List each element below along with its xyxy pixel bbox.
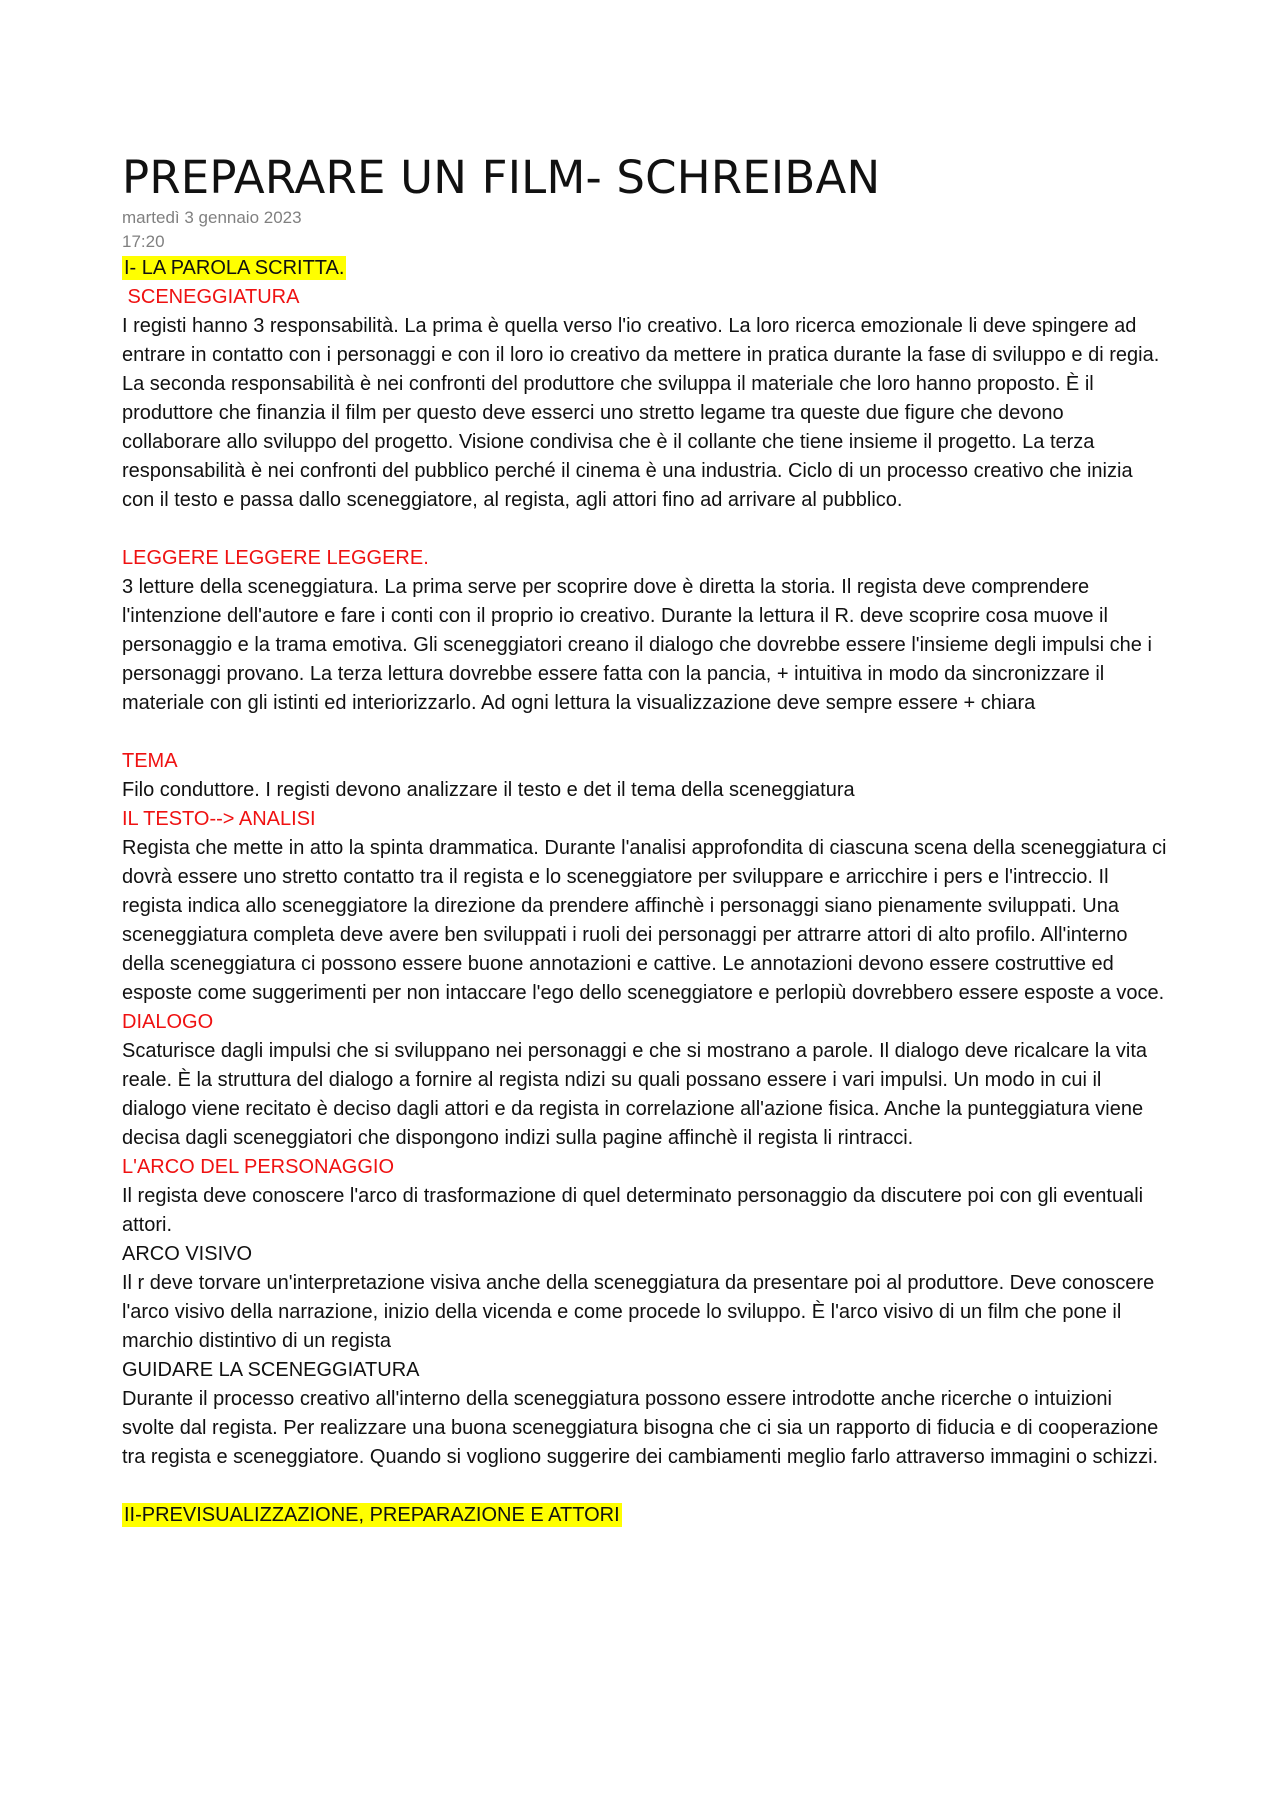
character-arc-paragraph: Il regista deve conoscere l'arco di trasformazione di quel determinato personaggio da discutere poi con gli eventuali attori.: [122, 1185, 1144, 1236]
note-content: [122, 150, 1167, 1530]
screenplay-heading: SCENEGGIATURA: [122, 286, 300, 308]
visual-arc-paragraph: Il r deve torvare un'interpretazione visiva anche della sceneggiatura da presentare poi al produttore. Deve conoscere l'arco visivo della narrazione, inizio della vicenda e come procede lo sviluppo. È l'arco visivo di un film che pone il marchio distintivo di un regista: [122, 1272, 1155, 1352]
theme-paragraph: Filo conduttore. I registi devono analizzare il testo e det il tema della sceneggiatura: [122, 779, 855, 801]
dialogue-heading: DIALOGO: [122, 1011, 214, 1033]
part-1-heading-line: [122, 254, 1167, 283]
note-body: [122, 254, 1167, 1530]
analysis-heading: IL TESTO--> ANALISI: [122, 808, 316, 830]
read-paragraph: 3 letture della sceneggiatura. La prima serve per scoprire dove è diretta la storia. Il regista deve comprendere l'intenzione dell'autore e fare i conti con il proprio io creativo. Durante la lettura il R. deve scoprire cosa muove il personaggio e la trama emotiva. Gli sceneggiatori creano il dialogo che dovrebbe essere l'insieme degli impulsi che i personaggi provano. La terza lettura dovrebbe essere fatta con la pancia, + intuitiva in modo da sincronizzare il materiale con gli istinti ed interiorizzarlo. Ad ogni lettura la visualizzazione deve sempre essere + chiara: [122, 576, 1152, 714]
screenplay-paragraph: I registi hanno 3 responsabilità. La prima è quella verso l'io creativo. La loro ricerca emozionale li deve spingere ad entrare in contatto con i personaggi e con il loro io creativo da mettere in pratica durante la fase di sviluppo e di regia. La seconda responsabilità è nei confronti del produttore che sviluppa il materiale che loro hanno proposto. È il produttore che finanzia il film per questo deve esserci uno stretto legame tra queste due figure che devono collaborare allo sviluppo del progetto. Visione condivisa che è il collante che tiene insieme il progetto. La terza responsabilità è nei confronti del pubblico perché il cinema è una industria. Ciclo di un processo creativo che inizia con il testo e passa dallo sceneggiatore, al regista, agli attori fino ad arrivare al pubblico.: [122, 315, 1160, 511]
guide-heading: GUIDARE LA SCENEGGIATURA: [122, 1359, 420, 1381]
read-heading: LEGGERE LEGGERE LEGGERE.: [122, 547, 429, 569]
part-2-heading: II-PREVISUALIZZAZIONE, PREPARAZIONE E ATTORI: [124, 1504, 620, 1526]
analysis-paragraph: Regista che mette in atto la spinta drammatica. Durante l'analisi approfondita di ciascuna scena della sceneggiatura ci dovrà essere uno stretto contatto tra il regista e lo sceneggiatore per sviluppare e arricchire i pers e l'intreccio. Il regista indica allo sceneggiatore la direzione da prendere affinchè i personaggi siano pienamente sviluppati. Una sceneggiatura completa deve avere ben sviluppati i ruoli dei personaggi per attrarre attori di alto profilo. All'interno della sceneggiatura ci possono essere buone annotazioni e cattive. Le annotazioni devono essere costruttive ed esposte come suggerimenti per non intaccare l'ego dello sceneggiatore e perlopiù dovrebbero essere esposte a voce.: [122, 837, 1167, 1004]
part-1-heading: I- LA PAROLA SCRITTA.: [124, 257, 345, 279]
note-time: 17:20: [122, 232, 165, 251]
visual-arc-heading: ARCO VISIVO: [122, 1243, 253, 1265]
page-title: PREPARARE UN FILM- SCHREIBAN: [122, 151, 881, 204]
part-2-heading-line: [122, 1501, 1167, 1530]
theme-heading: TEMA: [122, 750, 178, 772]
spacer: [122, 515, 1167, 544]
dialogue-paragraph: Scaturisce dagli impulsi che si sviluppano nei personaggi e che si mostrano a parole. Il dialogo deve ricalcare la vita reale. È la struttura del dialogo a fornire al regista ndizi su quali possano essere i vari impulsi. Un modo in cui il dialogo viene recitato è deciso dagli attori e da regista in correlazione all'azione fisica. Anche la punteggiatura viene decisa dagli sceneggiatori che dispongono indizi sulla pagine affinchè il regista li rintracci.: [122, 1040, 1147, 1149]
note-date: martedì 3 gennaio 2023: [122, 208, 302, 227]
guide-paragraph: Durante il processo creativo all'interno della sceneggiatura possono essere introdotte anche ricerche o intuizioni svolte dal regista. Per realizzare una buona sceneggiatura bisogna che ci sia un rapporto di fiducia e di cooperazione tra regista e sceneggiatore. Quando si vogliono suggerire dei cambiamenti meglio farlo attraverso immagini o schizzi.: [122, 1388, 1159, 1468]
spacer: [122, 1472, 1167, 1501]
character-arc-heading: L'ARCO DEL PERSONAGGIO: [122, 1156, 395, 1178]
spacer: [122, 718, 1167, 747]
